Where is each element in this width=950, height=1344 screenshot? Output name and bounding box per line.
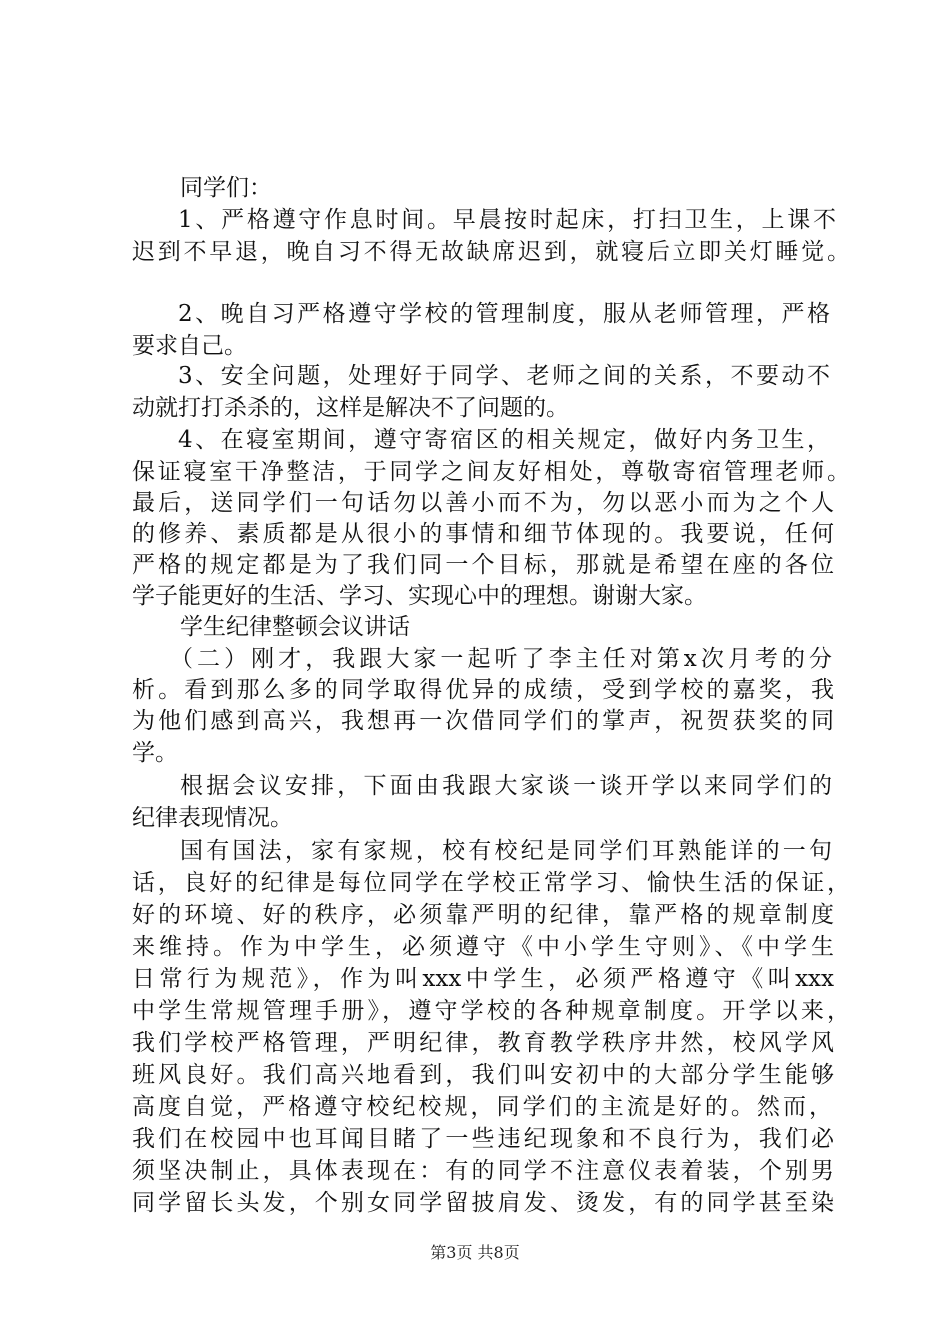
text-line: 来维持。作为中学生，必须遵守《中小学生守则》、《中学生 xyxy=(132,934,834,960)
text-line: 保证寝室干净整洁，于同学之间友好相处，尊敬寄宿管理老师。 xyxy=(132,459,850,485)
page-number-footer: 第3页 共8页 xyxy=(430,1243,520,1262)
section-heading: 学生纪律整顿会议讲话 xyxy=(180,614,410,640)
text-line: 我们在校园中也耳闻目睹了一些违纪现象和不良行为，我们必 xyxy=(132,1126,834,1152)
text-line: 学子能更好的生活、学习、实现心中的理想。谢谢大家。 xyxy=(132,583,707,609)
text-line: 国有国法，家有家规，校有校纪是同学们耳熟能详的一句 xyxy=(180,838,832,864)
text-line: 严格的规定都是为了我们同一个目标，那就是希望在座的各位 xyxy=(132,552,834,578)
text-line: 日常行为规范》，作为叫xxx中学生，必须严格遵守《叫xxx xyxy=(132,966,834,992)
text-line: 动就打打杀杀的，这样是解决不了问题的。 xyxy=(132,395,569,421)
text-line: 同学留长头发，个别女同学留披肩发、烫发，有的同学甚至染 xyxy=(132,1190,834,1216)
text-line: 2、晚自习严格遵守学校的管理制度，服从老师管理，严格 xyxy=(178,301,830,327)
text-line: 中学生常规管理手册》，遵守学校的各种规章制度。开学以来， xyxy=(132,998,850,1024)
text-line: 学。 xyxy=(132,740,178,766)
text-line: 要求自己。 xyxy=(132,333,247,359)
text-line: 须坚决制止，具体表现在：有的同学不注意仪表着装，个别男 xyxy=(132,1158,834,1184)
text-line: 我们学校严格管理，严明纪律，教育教学秩序井然，校风学风 xyxy=(132,1030,834,1056)
text-line: 话，良好的纪律是每位同学在学校正常学习、愉快生活的保证， xyxy=(132,870,850,896)
text-line: 最后，送同学们一句话勿以善小而不为，勿以恶小而为之个人 xyxy=(132,490,834,516)
text-line: 好的环境、好的秩序，必须靠严明的纪律，靠严格的规章制度 xyxy=(132,902,834,928)
text-line: 根据会议安排，下面由我跟大家谈一谈开学以来同学们的 xyxy=(180,773,832,799)
text-line: 的修养、素质都是从很小的事情和细节体现的。我要说，任何 xyxy=(132,521,834,547)
text-line: （二）刚才，我跟大家一起听了李主任对第x次月考的分 xyxy=(170,646,832,672)
text-line: 高度自觉，严格遵守校纪校规，同学们的主流是好的。然而， xyxy=(132,1094,832,1120)
text-line: 迟到不早退，晚自习不得无故缺席迟到，就寝后立即关灯睡觉。 xyxy=(132,239,850,265)
text-line: 3、安全问题，处理好于同学、老师之间的关系，不要动不 xyxy=(178,363,830,389)
greeting-line: 同学们： xyxy=(180,175,272,201)
text-line: 析。看到那么多的同学取得优异的成绩，受到学校的嘉奖，我 xyxy=(132,677,834,703)
text-line: 纪律表现情况。 xyxy=(132,805,293,831)
text-line: 班风良好。我们高兴地看到，我们叫安初中的大部分学生能够 xyxy=(132,1062,834,1088)
text-line: 为他们感到高兴，我想再一次借同学们的掌声，祝贺获奖的同 xyxy=(132,708,834,734)
text-line: 1、严格遵守作息时间。早晨按时起床，打扫卫生，上课不 xyxy=(178,207,836,233)
text-line: 4、在寝室期间，遵守寄宿区的相关规定，做好内务卫生， xyxy=(178,427,830,453)
